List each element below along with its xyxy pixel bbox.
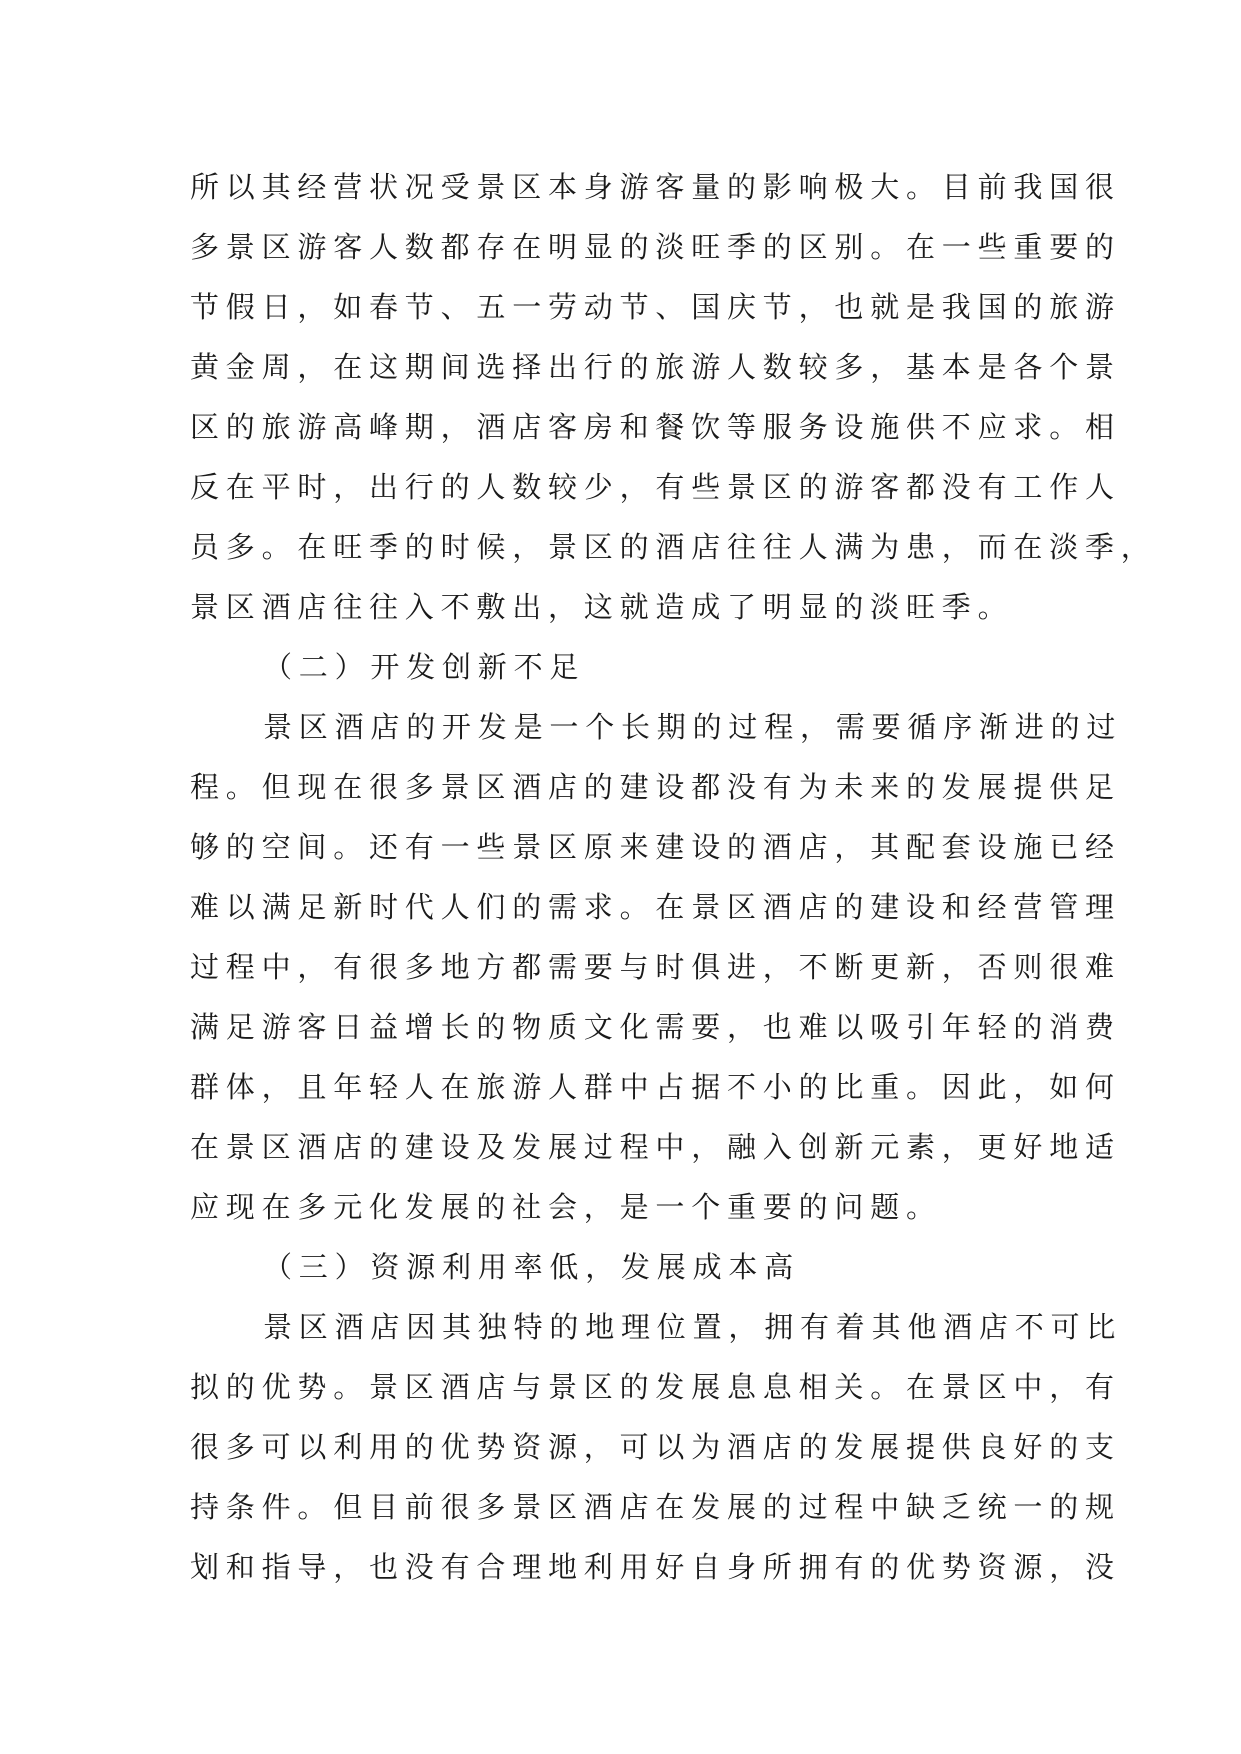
text-line: 够的空间。还有一些景区原来建设的酒店，其配套设施已经	[190, 830, 1121, 864]
text-line: 难以满足新时代人们的需求。在景区酒店的建设和经营管理	[190, 890, 1121, 924]
text-line: 反在平时，出行的人数较少，有些景区的游客都没有工作人	[190, 470, 1121, 504]
text-line: 景区酒店往往入不敷出，这就造成了明显的淡旺季。	[190, 590, 1014, 624]
text-line: 所以其经营状况受景区本身游客量的影响极大。目前我国很	[190, 170, 1121, 204]
text-line: 拟的优势。景区酒店与景区的发展息息相关。在景区中，有	[190, 1370, 1121, 1404]
text-line: 划和指导，也没有合理地利用好自身所拥有的优势资源，没	[190, 1550, 1121, 1584]
document-page	[190, 157, 1157, 1597]
text-line: 景区酒店因其独特的地理位置，拥有着其他酒店不可比	[263, 1310, 1123, 1344]
text-line: 应现在多元化发展的社会，是一个重要的问题。	[190, 1190, 942, 1224]
section-heading: （三）资源利用率低，发展成本高	[263, 1250, 801, 1284]
text-line: 黄金周，在这期间选择出行的旅游人数较多，基本是各个景	[190, 350, 1121, 384]
text-line: 满足游客日益增长的物质文化需要，也难以吸引年轻的消费	[190, 1010, 1121, 1044]
text-line: 景区酒店的开发是一个长期的过程，需要循序渐进的过	[263, 710, 1123, 744]
text-line: 很多可以利用的优势资源，可以为酒店的发展提供良好的支	[190, 1430, 1121, 1464]
text-line: 过程中，有很多地方都需要与时俱进，不断更新，否则很难	[190, 950, 1121, 984]
text-line: 员多。在旺季的时候，景区的酒店往往人满为患，而在淡季，	[190, 530, 1157, 564]
text-line: 多景区游客人数都存在明显的淡旺季的区别。在一些重要的	[190, 230, 1121, 264]
section-heading: （二）开发创新不足	[263, 650, 586, 684]
text-line: 节假日，如春节、五一劳动节、国庆节，也就是我国的旅游	[190, 290, 1121, 324]
text-line: 程。但现在很多景区酒店的建设都没有为未来的发展提供足	[190, 770, 1121, 804]
text-line: 持条件。但目前很多景区酒店在发展的过程中缺乏统一的规	[190, 1490, 1121, 1524]
text-line: 在景区酒店的建设及发展过程中，融入创新元素，更好地适	[190, 1130, 1121, 1164]
text-line: 区的旅游高峰期，酒店客房和餐饮等服务设施供不应求。相	[190, 410, 1121, 444]
text-line: 群体，且年轻人在旅游人群中占据不小的比重。因此，如何	[190, 1070, 1121, 1104]
